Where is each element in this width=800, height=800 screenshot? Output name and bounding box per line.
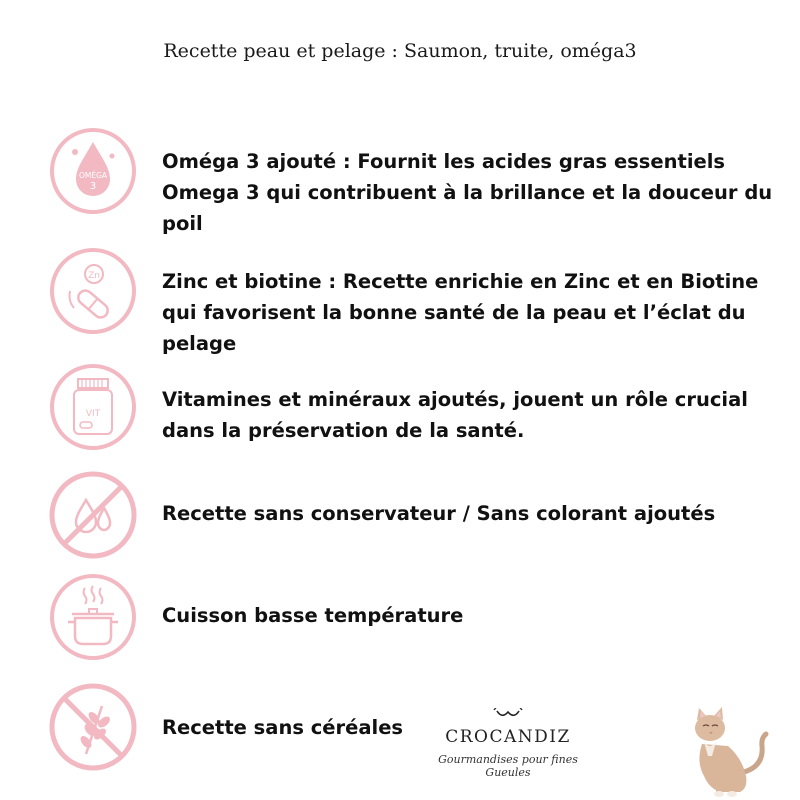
feature-text: Zinc et biotine : Recette enrichie en Zinc et en Biotine qui favorisent la bonne santé de la peau et l’éclat du pelage bbox=[162, 270, 759, 355]
cat-illustration-icon bbox=[682, 706, 772, 800]
feature-text: Oméga 3 ajouté : Fournit les acides gras essentiels Omega 3 qui contribuent à la brillance et la douceur du poil bbox=[162, 150, 773, 235]
feature-text: Recette sans conservateur / Sans colorant ajoutés bbox=[162, 502, 716, 525]
zinc-capsule-icon bbox=[48, 246, 138, 336]
brand-logo bbox=[418, 706, 598, 779]
zinc-icon-label: Zn bbox=[88, 271, 100, 281]
cat-whisker-icon bbox=[491, 707, 525, 721]
omega3-drop-icon bbox=[48, 126, 138, 216]
vitamin-jar-icon bbox=[48, 362, 138, 452]
omega-icon-label: OMÉGA bbox=[78, 171, 108, 180]
brand-name: CROCANDIZ bbox=[445, 727, 571, 747]
feature-text: Recette sans céréales bbox=[162, 716, 404, 739]
brand-tagline: Gourmandises pour fines Gueules bbox=[438, 753, 578, 779]
page-title: Recette peau et pelage : Saumon, truite, oméga3 bbox=[163, 40, 637, 62]
no-additives-icon bbox=[48, 470, 138, 560]
cooking-pot-icon bbox=[48, 572, 138, 662]
no-cereals-icon bbox=[48, 682, 138, 772]
feature-text: Vitamines et minéraux ajoutés, jouent un rôle crucial dans la préservation de la santé. bbox=[162, 388, 748, 442]
vitamin-icon-label: VIT bbox=[85, 409, 101, 419]
omega-icon-number: 3 bbox=[89, 181, 97, 192]
feature-text: Cuisson basse température bbox=[162, 604, 464, 627]
